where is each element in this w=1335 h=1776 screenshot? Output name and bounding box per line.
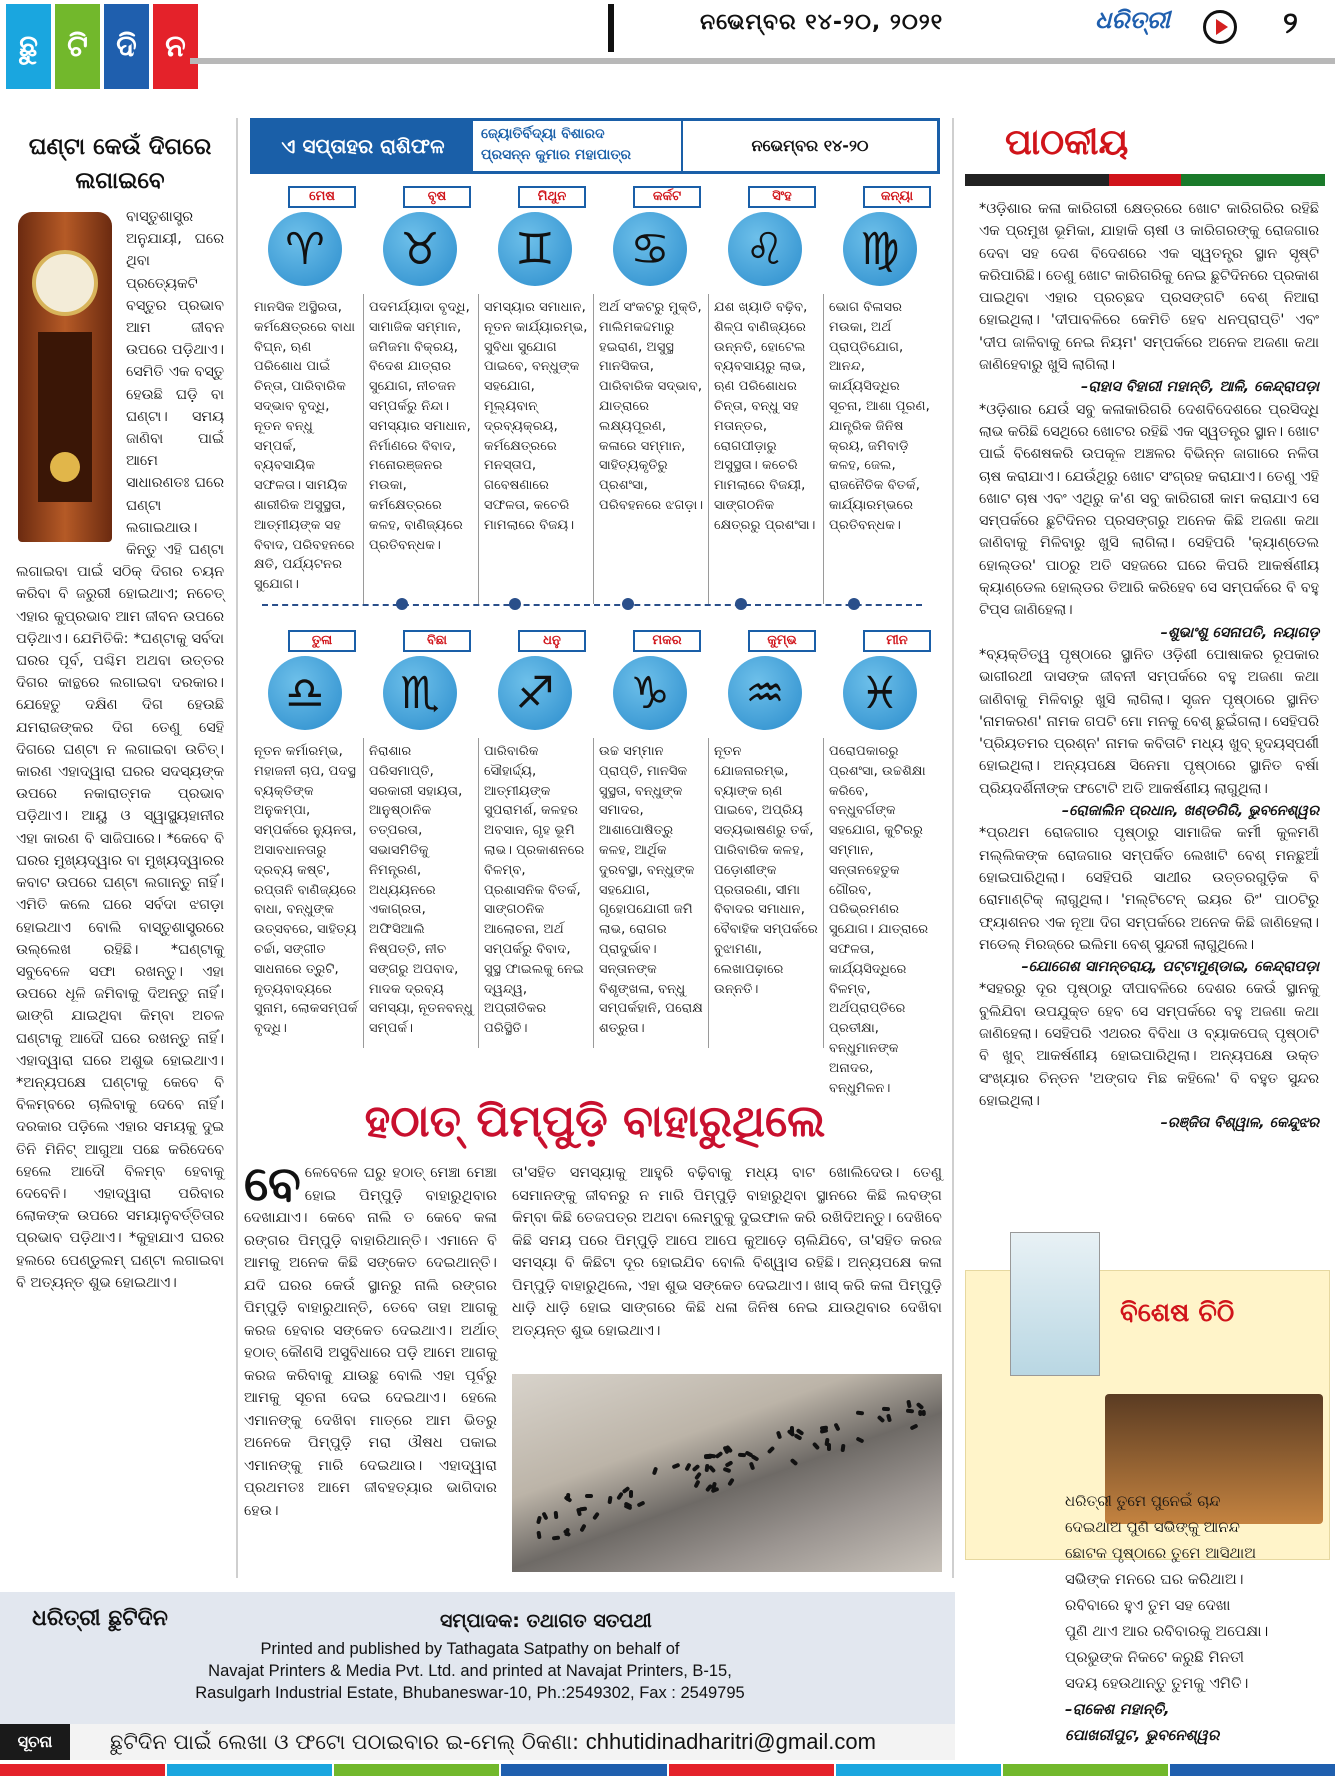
footer-editor: ସମ୍ପାଦକ: ତଥାଗତ ସତପଥୀ xyxy=(440,1610,652,1632)
zodiac-name: ବିଛା xyxy=(403,630,471,652)
zodiac-symbol-icon: ♓ xyxy=(843,656,917,730)
drop-cap: ବେ xyxy=(244,1156,301,1212)
zodiac-symbol-icon: ♉ xyxy=(383,212,457,286)
ant-mark xyxy=(906,1409,914,1414)
ant-mark xyxy=(841,1444,846,1452)
zodiac-symbol-icon: ♐ xyxy=(498,656,572,730)
zodiac-sign xyxy=(825,630,938,1096)
ant-mark xyxy=(693,1479,700,1488)
zodiac-symbol-icon: ♎ xyxy=(268,656,342,730)
ant-mark xyxy=(607,1496,612,1505)
horoscope-author xyxy=(473,121,681,171)
sign-divider xyxy=(708,738,709,1048)
masthead xyxy=(0,0,1335,110)
zodiac-sign xyxy=(365,630,478,1050)
ant-mark xyxy=(856,1411,864,1416)
ant-mark xyxy=(684,1462,691,1471)
sign-divider xyxy=(363,294,364,604)
zodiac-sign xyxy=(365,186,478,606)
color-strip xyxy=(0,1764,1335,1776)
zodiac-name: ମେଷ xyxy=(288,186,356,208)
special-poem xyxy=(1065,1488,1325,1748)
zodiac-sign xyxy=(595,186,708,606)
ant-mark xyxy=(906,1400,912,1409)
zodiac-prediction: ନୂତନ କର୍ମାରମ୍ଭ, ମହାଜନୀ ଚାପ, ପଦସ୍ଥ ବ୍ୟକ୍ତିଙ୍କ ଅନୁକମ୍ପା, ସମ୍ପର୍କରେ ନ୍ୟୁନତା, ଅସାବଧାନତାରୁ ଦ୍ରବ୍ୟ କଷ୍ଟ, ରପ୍ତାନି ବାଣିଜ୍ୟରେ ବାଧା, ବନ୍ଧୁଙ୍କ ଉତ୍ସବରେ, ସାହିତ୍ୟ ଚର୍ଚ୍ଚା, ସଙ୍ଗୀତ ସାଧନାରେ ତ୍ରୁଟି, ନୃତ୍ୟବାଦ୍ୟରେ ସୁନାମ, ଲୋକସମ୍ପର୍କ ବୃଦ୍ଧି। xyxy=(254,744,358,1037)
brand-logo xyxy=(6,4,198,89)
ant-mark xyxy=(881,1407,889,1412)
paper-logo: ଧରିତ୍ରୀ xyxy=(1095,6,1170,34)
poem-line: ରବିବାରେ ହୁଏ ତୁମ ସହ ଦେଖା xyxy=(1065,1596,1231,1614)
reader-letter xyxy=(979,822,1319,978)
ant-mark xyxy=(564,1495,573,1503)
divider-dot xyxy=(622,598,634,610)
sign-divider xyxy=(593,294,594,604)
imprint-line: Printed and published by Tathagata Satpathy on behalf of xyxy=(260,1640,680,1658)
ant-mark xyxy=(776,1430,782,1439)
imprint-line: Navajat Printers & Media Pvt. Ltd. and printed at Navajat Printers, B-15, xyxy=(208,1662,732,1680)
brand-letter: ଛୁ xyxy=(6,4,51,89)
ant-mark xyxy=(820,1428,829,1434)
letters-list xyxy=(979,198,1319,1134)
zodiac-sign xyxy=(250,630,363,1050)
zodiac-prediction: ନୂତନ ଯୋଜନାରମ୍ଭ, ବ୍ୟାଙ୍କ ଋଣ ପାଇବେ, ଅପ୍ରିୟ ସତ୍ୟଭାଷଣରୁ ତର୍କ, ପାରିବାରିକ କଳହ, ପଡ଼ୋଶୀଙ୍କ ପ୍ରତାରଣା, ସୀମା ବିବାଦର ସମାଧାନ, ବୈବାହିକ ସମ୍ପର୍କରେ ବୁଝାମଣା, ଲେଖାପଢ଼ାରେ ଉନ୍ନତି। xyxy=(714,744,818,997)
ant-mark xyxy=(536,1515,542,1524)
ant-mark xyxy=(672,1463,681,1470)
letter-signature: –ରୋଜାଲିନ ପ୍ରଧାନ, ଖଣ୍ଡଗିରି, ଭୁବନେଶ୍ୱର xyxy=(1061,803,1319,820)
ant-mark xyxy=(537,1531,542,1540)
ant-mark xyxy=(916,1401,925,1409)
ant-mark xyxy=(767,1445,776,1453)
letter-signature: –ରାହାସ ବିହାରୀ ମହାନ୍ତି, ଆଳି, କେନ୍ଦ୍ରାପଡ଼ା xyxy=(1081,379,1319,396)
zodiac-symbol-icon: ♍ xyxy=(843,212,917,286)
reader-letter xyxy=(979,399,1319,644)
zodiac-name: ବୃଷ xyxy=(403,186,471,208)
article-text: ଳେବେଳେ ଘରୁ ହଠାତ୍ ମେଞ୍ଚା ମେଞ୍ଚା ହୋଇ ପିମ୍ପୁଡ଼ି ବାହାରୁଥିବାର ଦେଖାଯାଏ। କେବେ ନାଲି ତ କେବେ କଳା ରଙ୍ଗର ପିମ୍ପୁଡ଼ି ବାହାରିଥାନ୍ତି। ଏମାନେ ବି ଆମକୁ ଅନେକ କିଛି ସଙ୍କେତ ଦେଇଥାନ୍ତି। ଯଦି ଘରର କେଉଁ ସ୍ଥାନରୁ ନାଲି ରଙ୍ଗର ପିମ୍ପୁଡ଼ି ବାହାରୁଥାନ୍ତି, ତେବେ ତାହା ଆଗକୁ କରଜ ହେବାର ସଙ୍କେତ ଦେଇଥାଏ। ଅର୍ଥାତ୍ ହଠାତ୍ କୌଣସି ଅସୁବିଧାରେ ପଡ଼ି ଆମେ ଆଗକୁ କରଜ କରିବାକୁ ଯାଉଛୁ ବୋଲି ଏହା ପୂର୍ବରୁ ଆମକୁ ସୂଚନା ଦେଇ ଦେଇଥାଏ। ହେଲେ ଏମାନଙ୍କୁ ଦେଖିବା ମାତ୍ରେ ଆମ ଭିତରୁ ଅନେକେ ପିମ୍ପୁଡ଼ି ମରା ଔଷଧ ପକାଇ ଏମାନଙ୍କୁ ମାରି ଦେଇଥାଉ। ଏହାଦ୍ୱାରା ପ୍ରଥମତଃ ଆମେ ଜୀବହତ୍ୟାର ଭାଗିଦାର ହେଉ। xyxy=(244,1164,497,1519)
poem-line: ଦେଇଥାଅ ପୁଣି ସଭିଙ୍କୁ ଆନନ୍ଦ xyxy=(1065,1518,1240,1536)
ant-mark xyxy=(749,1461,755,1470)
poem-line: ଛୋଟକ ପୃଷ୍ଠାରେ ତୁମେ ଆସିଥାଅ xyxy=(1065,1544,1257,1562)
zodiac-symbol-icon: ♑ xyxy=(613,656,687,730)
ant-mark xyxy=(827,1443,831,1451)
zodiac-symbol-icon: ♊ xyxy=(498,212,572,286)
poem-signature-place: ପୋଖରୀପୁଟ, ଭୁବନେଶ୍ୱର xyxy=(1065,1726,1220,1744)
contact-email-link[interactable]: chhutidinadharitri@gmail.com xyxy=(585,1729,876,1754)
zodiac-sign xyxy=(595,630,708,1050)
ant-mark xyxy=(554,1510,559,1518)
notice-label: ସୂଚନା xyxy=(0,1724,70,1760)
column-divider xyxy=(952,118,954,1578)
sign-divider xyxy=(478,294,479,604)
reader-letter xyxy=(979,644,1319,822)
zodiac-prediction: ଭୋଗ ବିଳାସର ମଉକା, ଅର୍ଥ ପ୍ରାପ୍ତିଯୋଗ, ଆନନ୍ଦ, କାର୍ଯ୍ୟସିଦ୍ଧିର ସୂଚନା, ଆଶା ପୂରଣ, ଯାନ୍ତ୍ରିକ ଜିନିଷ କ୍ରୟ, ଜମିବାଡ଼ି କଳହ, ଜେଲ, ରାଜନୈତିକ ବିତର୍କ, କାର୍ଯ୍ୟାରମ୍ଭରେ ପ୍ରତିବନ୍ଧକ। xyxy=(829,300,930,533)
notice-text xyxy=(110,1729,876,1755)
zodiac-symbol-icon: ♌ xyxy=(728,212,802,286)
sign-divider xyxy=(708,294,709,604)
play-icon xyxy=(1203,10,1237,44)
article-text: ତା'ସହିତ ସମସ୍ୟାକୁ ଆହୁରି ବଢ଼ିବାକୁ ମଧ୍ୟ ବାଟ ଖୋଲିଦେଉ। ତେଣୁ ସେମାନଙ୍କୁ ଜୀବନରୁ ନ ମାରି ପିମ୍ପୁଡ଼ି ବାହାରୁଥିବା ସ୍ଥାନରେ କିଛି ଲବଙ୍ଗ କିମ୍ବା କିଛି ତେଜପତ୍ର ଅଥବା ଲେମ୍ବୁକୁ ଦୁଇଫାଳ କରି ରଖିଦିଅନ୍ତୁ। ଦେଖିବେ କିଛି ସମୟ ପରେ ପିମ୍ପୁଡ଼ି ଆପେ ଆପେ କୁଆଡ଼େ ଚାଲିଯିବେ, ତା'ସହିତ କରଜ ସମସ୍ୟା ବି କିଛିଟା ଦୂର ହୋଇଯିବ ବୋଲି ବିଶ୍ୱାସ ରହିଛି। ଅନ୍ୟପକ୍ଷେ କଳା ପିମ୍ପୁଡ଼ି ବାହାରୁଥିଲେ, ଏହା ଶୁଭ ସଙ୍କେତ ଦେଇଥାଏ। ଖାସ୍ କରି କଳା ପିମ୍ପୁଡ଼ି ଧାଡ଼ି ଧାଡ଼ି ହୋଇ ସାଙ୍ଗରେ କିଛି ଧଳା ଜିନିଷ ନେଇ ଯାଉଥିବାର ଦେଖିବା ଅତ୍ୟନ୍ତ ଶୁଭ ହୋଇଥାଏ। xyxy=(512,1164,942,1339)
zodiac-sign xyxy=(480,186,593,606)
article-text: ବାସ୍ତୁଶାସ୍ତ୍ର ଅନୁଯାୟୀ, ଘରେ ଥିବା ପ୍ରତ୍ୟେକଟି ବସ୍ତୁର ପ୍ରଭାବ ଆମ ଜୀବନ ଉପରେ ପଡ଼ିଥାଏ। ସେମିତି ଏକ ବସ୍ତୁ ହେଉଛି ଘଡ଼ି ବା ଘଣ୍ଟା। ସମୟ ଜାଣିବା ପାଇଁ ଆମେ ସାଧାରଣତଃ ଘରେ ଘଣ୍ଟା ଲଗାଇଥାଉ। କିନ୍ତୁ ଏହି ଘଣ୍ଟା ଲଗାଇବା ପାଇଁ ସଠିକ୍ ଦିଗର ଚୟନ କରିବା ବି ଜରୁରୀ ହୋଇଥାଏ; ନଚେତ୍ ଏହାର କୁପ୍ରଭାବ ଆମ ଜୀବନ ଉପରେ ପଡ଼ିଥାଏ। ଯେମିତିକି: *ଘଣ୍ଟାକୁ ସର୍ବଦା ଘରର ପୂର୍ବ, ପଶ୍ଚିମ ଅଥବା ଉତ୍ତର ଦିଗର କାନ୍ଥରେ ଲଗାଇବା ଦରକାର। ଯେହେତୁ ଦକ୍ଷିଣ ଦିଗ ହେଉଛି ଯମରାଜଙ୍କର ଦିଗ ତେଣୁ ସେହି ଦିଗରେ ଘଣ୍ଟା ନ ଲଗାଇବା ଉଚିତ୍। କାରଣ ଏହାଦ୍ୱାରା ଘରର ସଦସ୍ୟଙ୍କ ଉପରେ ନକାରାତ୍ମକ ପ୍ରଭାବ ପଡ଼ିଥାଏ। ଆୟୁ ଓ ସ୍ୱାସ୍ଥ୍ୟହାନୀର ଏହା କାରଣ ବି ସାଜିପାରେ। *କେବେ ବି ଘରର ମୁଖ୍ୟଦ୍ୱାର ବା ମୁଖ୍ୟଦ୍ୱାରର କବାଟ ଉପରେ ଘଣ୍ଟା ଲଗାନ୍ତୁ ନାହିଁ। ଏମିତି କଲେ ଘରେ ସର୍ବଦା ଝଗଡ଼ା ହୋଇଥାଏ ବୋଲି ବାସ୍ତୁଶାସ୍ତ୍ରରେ ଉଲ୍ଲେଖ ରହିଛି। *ଘଣ୍ଟାକୁ ସବୁବେଳେ ସଫା ରଖନ୍ତୁ। ଏହା ଉପରେ ଧୂଳି ଜମିବାକୁ ଦିଅନ୍ତୁ ନାହିଁ। ଭାଙ୍ଗି ଯାଇଥିବା କିମ୍ବା ଅଚଳ ଘଣ୍ଟାକୁ ଆଦୌ ଘରେ ରଖନ୍ତୁ ନାହିଁ। ଏହାଦ୍ୱାରା ଘରେ ଅଶୁଭ ହୋଇଥାଏ। *ଅନ୍ୟପକ୍ଷେ ଘଣ୍ଟାକୁ କେବେ ବି ବିଳମ୍ବରେ ଚାଲିବାକୁ ଦେବେ ନାହିଁ। ଦରକାର ପଡ଼ିଲେ ଏହାର ସମୟକୁ ଦୁଇ ତିନି ମିନିଟ୍ ଆଗୁଆ ପଛେ କରିଦେବେ ହେଲେ ଆଦୌ ବିଳମ୍ବ ହେବାକୁ ଦେବେନି। ଏହାଦ୍ୱାରା ପରିବାର ଲୋକଙ୍କ ଉପରେ ସମୟାନୁବର୍ତ୍ତିତାର ପ୍ରଭାବ ପଡ଼ିଥାଏ। *କୁହାଯାଏ ଘରର ହଲରେ ପେଣ୍ଡୁଲମ୍ ଘଣ୍ଟା ଲଗାଇବା ବି ଅତ୍ୟନ୍ତ ଶୁଭ ହୋଇଥାଏ। xyxy=(16,209,224,1291)
pendulum-clock-icon xyxy=(10,212,120,542)
letter-text: *ଓଡ଼ିଶାର କଳା କାରିଗରୀ କ୍ଷେତ୍ରରେ ଖୋଟ କାରିଗରିର ରହିଛି ଏକ ପ୍ରମୁଖ ଭୂମିକା, ଯାହାକି ଚାଷୀ ଓ କାରିଗରଙ୍କୁ ରୋଜଗାର ଦେବା ସହ ଦେଶ ବିଦେଶରେ ଏକ ସ୍ୱତନ୍ତ୍ର ସ୍ଥାନ ସୃଷ୍ଟି କରିପାରିଛି। ତେଣୁ ଖୋଟ କାରିଗରିକୁ ନେଇ ଛୁଟିଦିନରେ ପ୍ରକାଶ ପାଇଥିବା ଏହାର ପ୍ରଚ୍ଛଦ ପ୍ରସଙ୍ଗଟି ବେଶ୍ ନିଆରା ହୋଇଥିଲା। 'ଦୀପାବଳିରେ କେମିତି ହେବ ଧନପ୍ରାପ୍ତି' ଏବଂ 'ଦୀପ ଜାଳିବାକୁ ନେଇ ନିୟମ' ସମ୍ପର୍କରେ ଅନେକ ଅଜଣା କଥା ଜାଣିହେବାରୁ ଖୁସି ଲାଗିଲା। xyxy=(979,201,1319,374)
poem-line: ପୁଣି ଥାଏ ଆର ରବିବାରକୁ ଅପେକ୍ଷା। xyxy=(1065,1622,1269,1640)
article-body xyxy=(10,198,230,1294)
dotted-divider xyxy=(262,604,922,606)
horoscope-title: ଏ ସପ୍ତାହର ରାଶିଫଳ xyxy=(253,121,473,171)
special-letter-title: ବିଶେଷ ଚିଠି xyxy=(1120,1298,1235,1328)
ant-mark xyxy=(909,1423,918,1430)
ant-mark xyxy=(725,1460,734,1467)
ant-mark xyxy=(886,1414,892,1423)
zodiac-symbol-icon: ♒ xyxy=(728,656,802,730)
ant-mark xyxy=(563,1529,572,1537)
ant-mark xyxy=(856,1436,865,1443)
column-divider xyxy=(236,118,238,1578)
ant-mark xyxy=(629,1490,633,1498)
magazine-cover-thumbnail xyxy=(1010,1232,1100,1376)
ant-mark xyxy=(651,1466,657,1475)
ant-mark xyxy=(542,1512,549,1521)
zodiac-name: ସିଂହ xyxy=(748,186,816,208)
ant-mark xyxy=(694,1472,702,1481)
zodiac-prediction: ପଦମର୍ଯ୍ୟାଦା ବୃଦ୍ଧି, ସାମାଜିକ ସମ୍ମାନ, ଜମିଜମା ବିକ୍ରୟ, ବିଦେଶ ଯାତ୍ରାର ସୁଯୋଗ, ନୀଚଜନ ସମ୍ପର୍କରୁ ନିନ୍ଦା। ସମସ୍ୟାର ସମାଧାନ, ନିର୍ମାଣରେ ବିବାଦ, ମନୋରଞ୍ଜନର ମଉକା, କର୍ମକ୍ଷେତ୍ରରେ କଳହ, ବାଣିଜ୍ୟରେ ପ୍ରତିବନ୍ଧକ। xyxy=(369,300,471,553)
ant-mark xyxy=(592,1511,600,1520)
zodiac-sign xyxy=(710,186,823,606)
letter-text: *ପ୍ରଥମ ରୋଜଗାର ପୃଷ୍ଠାରୁ ସାମାଜିକ କର୍ମୀ କୁଳମଣି ମଲ୍ଲିକଙ୍କ ରୋଜଗାର ସମ୍ପର୍କିତ ଲେଖାଟି ବେଶ୍ ମନଛୁଆଁ ହୋଇପାରିଥିଲା। ସେହିପରି ସାଥୀର ଉତ୍ତରଗୁଡ଼ିକ ବି ରୋମାଣ୍ଟିକ୍ ଲାଗୁଥିଲା। 'ମଲ୍ଟିଟେନ୍ ଇୟର ରିଂ' ପାଠଟିରୁ ଫ୍ୟାଶନର ଏକ ନୂଆ ଦିଗ ସମ୍ପର୍କରେ ଅନେକ କିଛି ଜାଣିହେଲା। ମଡେଲ୍ ମିରଜ୍‌ରେ ଇଲିମା ବେଶ୍ ସୁନ୍ଦରୀ ଲାଗୁଥିଲେ। xyxy=(979,825,1319,953)
letter-signature: –ଶୁଭାଂଶୁ ସେନାପତି, ନୟାଗଡ଼ xyxy=(1160,624,1319,641)
ant-article-headline: ହଠାତ୍ ପିମ୍ପୁଡ଼ି ବାହାରୁଥିଲେ xyxy=(364,1095,826,1147)
zodiac-prediction: ସମସ୍ୟାର ସମାଧାନ, ନୂତନ କାର୍ଯ୍ୟାରମ୍ଭ, ସୁବିଧା ସୁଯୋଗ ପାଇବେ, ବନ୍ଧୁଙ୍କ ସହଯୋଗ, ମୂଲ୍ୟବାନ୍ ଦ୍ରବ୍ୟକ୍ରୟ, କର୍ମକ୍ଷେତ୍ରରେ ମନସ୍ତାପ, ଗବେଷଣାରେ ସଫଳତା, କଚେରି ମାମଲାରେ ବିଜୟ। xyxy=(484,300,588,533)
clock-article xyxy=(10,118,230,1565)
zodiac-prediction: ଉଚ୍ଚ ସମ୍ମାନ ପ୍ରାପ୍ତି, ମାନସିକ ସୁସ୍ଥତା, ବନ୍ଧୁଙ୍କ ସମାଦର, ଆଶାପୋଷିତ୍ରୁ କଳହ, ଆର୍ଥିକ ଦୁରବସ୍ଥା, ବନ୍ଧୁଙ୍କ ସହଯୋଗ, ଗୃହୋପଯୋଗୀ ଜମି ଲାଭ, ରୋଗର ପ୍ରାଦୁର୍ଭାବ। ସନ୍ତାନଙ୍କ ବିଶୃଙ୍ଖଳା, ବନ୍ଧୁ ସମ୍ପର୍କହାନି, ପରୋକ୍ଷ ଶତ୍ରୁତା। xyxy=(599,744,703,1037)
zodiac-prediction: ଯଶ ଖ୍ୟାତି ବଢ଼ିବ, ଶିଳ୍ପ ବାଣିଜ୍ୟରେ ଉନ୍ନତି, ହୋଟେଲ ବ୍ୟବସାୟରୁ ଲାଭ, ଋଣ ପରିଶୋଧର ଚିନ୍ତା, ବନ୍ଧୁ ସହ ମତାନ୍ତର, ରୋଗପୀଡ଼ାରୁ ଅସୁସ୍ଥତା। କଚେରି ମାମଲାରେ ବିଜୟୀ, ସାଙ୍ଗଠନିକ କ୍ଷେତ୍ରରୁ ପ୍ରଶଂସା। xyxy=(714,300,816,533)
article-column xyxy=(244,1156,497,1522)
letter-text: *ଓଡ଼ିଶାର ଯେଉଁ ସବୁ କଳାକାରିଗରି ଦେଶବିଦେଶରେ ପ୍ରସିଦ୍ଧି ଲାଭ କରିଛି ସେଥିରେ ଖୋଟର ରହିଛି ଏକ ସ୍ୱତନ୍ତ୍ର ସ୍ଥାନ। ଖୋଟ ପାଇଁ ବିଶେଷକରି ଉପକୂଳ ଅଞ୍ଚଳର ବିଭିନ୍ନ ଜାଗାରେ ନଳିତା ଚାଷ କରାଯାଏ। ଯେଉଁଥିରୁ ଖୋଟ ସଂଗ୍ରହ କରାଯାଏ। ତେଣୁ ଏହି ଖୋଟ ଚାଷ ଏବଂ ଏଥିରୁ କ'ଣ ସବୁ କାରିଗରୀ କାମ କରାଯାଏ ସେ ସମ୍ପର୍କରେ ଛୁଟିଦିନର ପ୍ରସଙ୍ଗରୁ ଅନେକ କିଛି ଅଜଣା କଥା ଜାଣିବାକୁ ମିଳିବାରୁ ଖୁସି ଲାଗିଲା। ସେହିପରି 'କ୍ୟାଣ୍ଡେଲ ହୋଲ୍ଡର' ପାଠରୁ ଅତି ସହଜରେ ଘରେ କିପରି ଆକର୍ଷଣୀୟ କ୍ୟାଣ୍ଡେଲ ହୋଲ୍ଡର ତିଆରି କରିହେବ ସେ ସମ୍ପର୍କରେ ବି ବହୁ ଟିପ୍ସ ଜାଣିହେଲା। xyxy=(979,401,1319,619)
horoscope-date-range: ନଭେମ୍ବର ୧୪-୨୦ xyxy=(681,121,937,171)
page-number: ୨ xyxy=(1283,6,1298,41)
author-title: ଜ୍ୟୋତିର୍ବିଦ୍ୟା ବିଶାରଦ xyxy=(481,126,605,142)
masthead-divider xyxy=(608,4,614,52)
zodiac-name: କୁମ୍ଭ xyxy=(748,630,816,652)
zodiac-symbol-icon: ♈ xyxy=(268,212,342,286)
zodiac-prediction: ମାନସିକ ଅସ୍ଥିରତା, କର୍ମକ୍ଷେତ୍ରରେ ବାଧା ବିଘ୍ନ, ଋଣ ପରିଶୋଧ ପାଇଁ ଚିନ୍ତା, ପାରିବାରିକ ସଦ୍‌ଭାବ ବୃଦ୍ଧି, ନୂତନ ବନ୍ଧୁ ସମ୍ପର୍କ, ବ୍ୟବସାୟିକ ସଫଳତା। ସାମୟିକ ଶାରୀରିକ ଅସୁସ୍ଥତା, ଆତ୍ମୀୟଙ୍କ ସହ ବିବାଦ, ପରିବହନରେ କ୍ଷତି, ପର୍ଯ୍ୟଟନର ସୁଯୋଗ। xyxy=(254,300,356,593)
zodiac-name: ମକର xyxy=(633,630,701,652)
ant-mark xyxy=(585,1494,593,1498)
ant-mark xyxy=(727,1478,735,1487)
notice-bar xyxy=(0,1724,955,1760)
zodiac-name: ମିଥୁନ xyxy=(518,186,586,208)
zodiac-prediction: ପାରିବାରିକ ସୌହାର୍ଦ୍ଦ୍ୟ, ଆତ୍ମୀୟଙ୍କ ସୁପରାମର୍ଶ, କଳହର ଅବସାନ, ଗୃହ ଭୂମି ଲାଭ। ପ୍ରକାଶନରେ ବିଳମ୍ବ, ପ୍ରଶାସନିକ ବିତର୍କ, ସାଙ୍ଗଠନିକ ଆଲୋଚନା, ଅର୍ଥ ସମ୍ପର୍କରୁ ବିବାଦ, ସୁସ୍ଥ ଫାଇଲକୁ ନେଇ ଦ୍ୱନ୍ଦ୍ୱ, ଅପ୍ରୀତିକର ପରିସ୍ଥିତି। xyxy=(484,744,585,1037)
divider-dot xyxy=(848,598,860,610)
letter-signature: –ରଞ୍ଜିତା ବିଶ୍ୱାଳ, କେନ୍ଦୁଝର xyxy=(1160,1115,1319,1132)
ant-mark xyxy=(579,1523,586,1532)
sign-divider xyxy=(823,294,824,604)
divider-dot xyxy=(735,598,747,610)
ant-mark xyxy=(715,1451,724,1459)
imprint-line: Rasulgarh Industrial Estate, Bhubaneswar-10, Ph.:2549302, Fax : 2549795 xyxy=(195,1684,745,1702)
zodiac-row xyxy=(250,630,940,1096)
zodiac-prediction: ଅର୍ଥ ସଂକଟରୁ ମୁକ୍ତି, ମାଲିମକଦ୍ଦମାରୁ ହଇରାଣ, ଅସୁସ୍ଥ ମାନସିକତା, ପାରିବାରିକ ସଦ୍‌ଭାବ, ଯାତ୍ରାରେ ଲକ୍ଷ୍ୟପୂରଣ, କଳାରେ ସମ୍ମାନ, ସାହିତ୍ୟକୃତିରୁ ପ୍ରଶଂସା, ପରିବହନରେ ଝଗଡ଼ା। xyxy=(599,300,704,513)
ant-mark xyxy=(876,1415,885,1423)
letter-text: *ବ୍ୟକ୍ତିତ୍ୱ ପୃଷ୍ଠାରେ ସ୍ଥାନିତ ଓଡ଼ିଶୀ ପୋଷାକର ରୂପକାର ଭାଗୀରଥୀ ଦାସଙ୍କ ଜୀବନୀ ସମ୍ପର୍କରେ ବହୁ ଅଜଣା କଥା ଜାଣିବାକୁ ମିଳିବାରୁ ଖୁସି ଲାଗିଲା। ସୃଜନ ପୃଷ୍ଠାରେ ସ୍ଥାନିତ 'ନାମକରଣ' ନାମକ ଗପଟି ମୋ ମନକୁ ବେଶ୍ ଛୁଇଁଗଲା। ସେହିପରି 'ପ୍ରିୟତମର ପ୍ରଶ୍ନ' ନାମକ କବିତାଟି ମଧ୍ୟ ଖୁବ୍ ହୃଦୟସ୍ପର୍ଶୀ ହୋଇଥିଲା। ଅନ୍ୟପକ୍ଷେ ସିନେମା ପୃଷ୍ଠାରେ ସ୍ଥାନିତ ବର୍ଷା ପ୍ରିୟଦର୍ଶିନୀଙ୍କ ଫଟୋଟି ଅତି ଆକର୍ଷଣୀୟ ଲାଗୁଥିଲା। xyxy=(979,646,1319,797)
letter-text: *ସହରରୁ ଦୂର ପୃଷ୍ଠାରୁ ଦୀପାବଳିରେ ଦେଶର କେଉଁ ସ୍ଥାନକୁ ବୁଲିଯିବା ଉପଯୁକ୍ତ ହେବ ସେ ସମ୍ପର୍କରେ ବହୁ ଅଜଣା କଥା ଜାଣିହେଲା। ସେହିପରି ଏଥରର ବିବିଧା ଓ ବ୍ୟାକପେଜ୍ ପୃଷ୍ଠାଟି ବି ଖୁବ୍ ଆକର୍ଷଣୀୟ ହୋଇପାରିଥିଲା। ଅନ୍ୟପକ୍ଷେ ଉକ୍ତ ସଂଖ୍ୟାର ଚିନ୍ତନ 'ଅଙ୍ଗଦ ମିଛ କହିଲେ' ବି ବହୁତ ସୁନ୍ଦର ହୋଇଥିଲା। xyxy=(979,981,1319,1109)
letter-signature: –ଯୋଗେଶ ସାମନ୍ତରାୟ, ପଟ୍ଟାମୁଣ୍ଡାଇ, କେନ୍ଦ୍ରାପଡ଼ା xyxy=(1021,959,1319,976)
ant-mark xyxy=(692,1464,701,1472)
poem-signature: –ରାକେଶ ମହାନ୍ତି, xyxy=(1065,1700,1170,1718)
zodiac-symbol-icon: ♋ xyxy=(613,212,687,286)
letters-title: ପାଠକୀୟ xyxy=(1005,122,1129,163)
article-column xyxy=(512,1162,942,1342)
ants-photo xyxy=(512,1374,942,1572)
ant-mark xyxy=(738,1453,746,1457)
imprint-text xyxy=(150,1638,790,1704)
poem-line: ପ୍ରଭୁଙ୍କ ନିକଟେ କରୁଛି ମିନତୀ xyxy=(1065,1648,1245,1666)
author-name: ପ୍ରସନ୍ନ କୁମାର ମହାପାତ୍ର xyxy=(481,147,631,163)
ant-mark xyxy=(834,1423,841,1432)
zodiac-row xyxy=(250,186,940,606)
zodiac-name: କର୍କଟ xyxy=(633,186,701,208)
masthead-rule xyxy=(190,58,1335,64)
zodiac-prediction: ନିରାଶାର ପରିସମାପ୍ତି, ସରକାରୀ ସହାୟତା, ଆନୁଷ୍ଠାନିକ ତତ୍ପରତା, ସଭାସମିତିକୁ ନିମନ୍ତ୍ରଣ, ଅଧ୍ୟୟନରେ ଏକାଗ୍ରତା, ଅଫିସିଆଲି ନିଷ୍ପତ୍ତି, ନୀଚ ସଙ୍ଗରୁ ଅପବାଦ, ମାଦକ ଦ୍ରବ୍ୟ ସମସ୍ୟା, ନୂତନବନ୍ଧୁ ସମ୍ପର୍କ। xyxy=(369,744,473,1037)
zodiac-prediction: ପରୋପକାରରୁ ପ୍ରଶଂସା, ଉଚ୍ଚଶିକ୍ଷା କରିବେ, ବନ୍ଧୁବର୍ଗଙ୍କ ସହଯୋଗ, କୁଟିରରୁ ସମ୍ମାନ, ସନ୍ତାନହେତୁକ ଗୌରବ, ପରିଭ୍ରମଣର ସୁଯୋଗ। ଯାତ୍ରାରେ ସଫଳତା, କାର୍ଯ୍ୟସିଦ୍ଧିରେ ବିଳମ୍ବ, ଅର୍ଥପ୍ରାପ୍ତିରେ ପ୍ରତୀକ୍ଷା, ବନ୍ଧୁମାନଙ୍କ ଅନାଦର, ବନ୍ଧୁମିଳନ। xyxy=(829,744,929,1096)
issue-date: ନଭେମ୍ବର ୧୪-୨୦, ୨୦୨୧ xyxy=(700,10,944,35)
poem-line: ସଦୟ ହେଉଥାନ୍ତୁ ତୁମକୁ ଏମିତି। xyxy=(1065,1674,1249,1692)
sign-divider xyxy=(823,738,824,1048)
zodiac-name: ତୁଳା xyxy=(288,630,356,652)
reader-letter xyxy=(979,978,1319,1134)
zodiac-symbol-icon: ♏ xyxy=(383,656,457,730)
reader-letter xyxy=(979,198,1319,399)
divider-dot xyxy=(396,598,408,610)
zodiac-sign xyxy=(825,186,938,606)
sign-divider xyxy=(593,738,594,1048)
zodiac-name: କନ୍ୟା xyxy=(863,186,931,208)
horoscope-header xyxy=(250,118,940,174)
zodiac-sign xyxy=(710,630,823,1050)
letters-rule xyxy=(965,174,1325,186)
article-title: ଘଣ୍ଟା କେଉଁ ଦିଗରେ ଲଗାଇବେ xyxy=(28,134,212,194)
ant-mark xyxy=(551,1535,559,1540)
sign-divider xyxy=(478,738,479,1048)
poem-line: ସଭିଙ୍କ ମନରେ ଘର କରିଥାଅ। xyxy=(1065,1570,1244,1588)
zodiac-sign xyxy=(480,630,593,1050)
zodiac-name: ମୀନ xyxy=(863,630,931,652)
zodiac-name: ଧନୁ xyxy=(518,630,586,652)
brand-letter: ଦି xyxy=(104,4,149,89)
brand-letter: ଟି xyxy=(55,4,100,89)
ant-article-body xyxy=(244,1156,944,1572)
brand-letter: ନ xyxy=(153,4,198,89)
ant-mark xyxy=(811,1441,819,1450)
divider-dot xyxy=(509,598,521,610)
poem-line: ଧରିତ୍ରୀ ତୁମେ ପୁନେଇଁ ଚାନ୍ଦ xyxy=(1065,1492,1221,1510)
notice-message: ଛୁଟିଦିନ ପାଇଁ ଲେଖା ଓ ଫଟୋ ପଠାଇବାର ଇ-ମେଲ୍ ଠିକଣା: xyxy=(110,1730,580,1754)
footer-brand: ଧରିତ୍ରୀ ଛୁଟିଦିନ xyxy=(32,1606,168,1631)
ant-mark xyxy=(637,1501,646,1508)
ant-mark xyxy=(789,1457,798,1465)
sign-divider xyxy=(363,738,364,1048)
zodiac-sign xyxy=(250,186,363,606)
